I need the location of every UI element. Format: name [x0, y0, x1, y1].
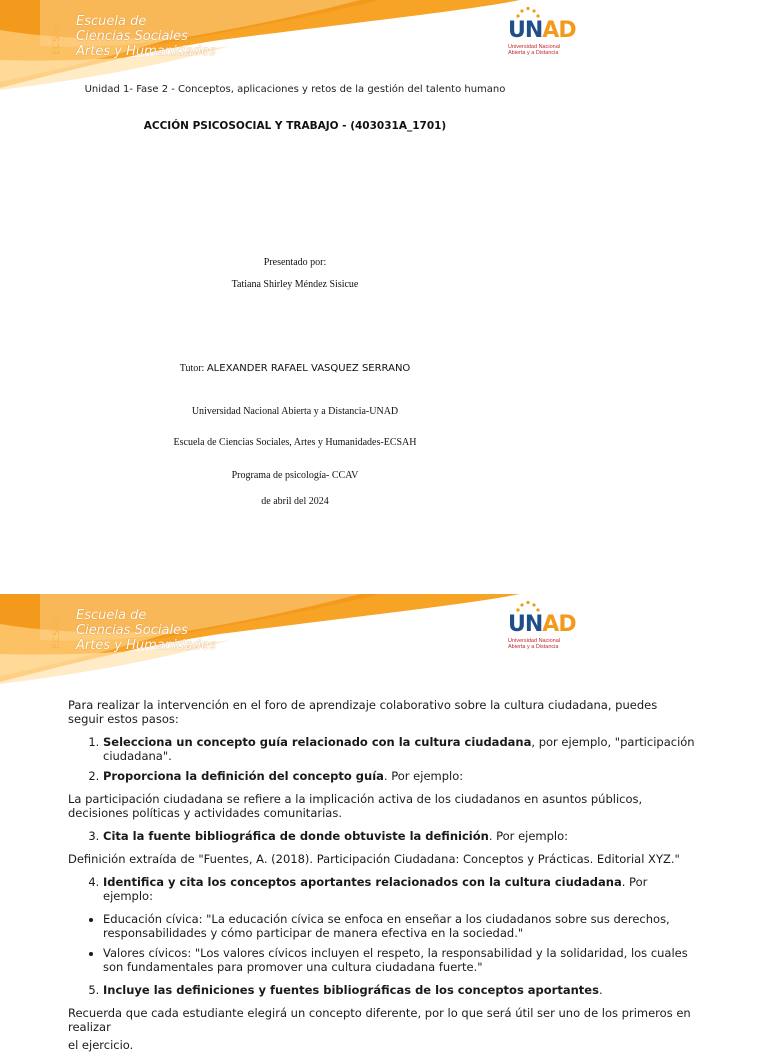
step-4: 4. Identifica y cita los conceptos aportantes relacionados con la cultura ciudadana. Por ejemplo:	[103, 875, 696, 903]
presented-by-label: Presentado por:	[263, 257, 327, 268]
concepts-bullets	[68, 912, 696, 974]
cover-page	[0, 0, 590, 560]
bullet-civic-education: • Educación cívica: "La educación cívica se enfoca en enseñar a los ciudadanos sobre sus derechos, responsabilidades y cómo participar de manera efectiva en la sociedad."	[103, 912, 696, 940]
author-name: Tatiana Shirley Méndez Sisicue	[231, 279, 359, 290]
page-header	[0, 0, 590, 90]
step-1: 1. Selecciona un concepto guía relacionado con la cultura ciudadana, por ejemplo, "participación ciudadana".	[103, 735, 696, 763]
unad-logo	[508, 608, 578, 650]
school-name-logo: Escuela de Ciencias Sociales Artes y Humanidades	[76, 608, 216, 653]
school-name-logo: Escuela de Ciencias Sociales Artes y Humanidades	[76, 14, 216, 59]
steps-list-c	[68, 875, 696, 903]
unad-logo	[508, 14, 578, 56]
page-gap	[0, 560, 768, 594]
unad-wordmark: UNAD	[508, 612, 576, 637]
university-name: Universidad Nacional Abierta y a Distancia-UNAD	[191, 406, 399, 417]
step-2: 2. Proporciona la definición del concepto guía. Por ejemplo:	[103, 769, 696, 783]
bullet-civic-values: • Valores cívicos: "Los valores cívicos incluyen el respeto, la responsabilidad y la solidaridad, los cuales son fundamentales para promover una cultura ciudadana fuerte."	[103, 946, 696, 974]
steps-list-b	[68, 829, 696, 843]
page-header	[0, 594, 590, 684]
course-title: ACCIÓN PSICOSOCIAL Y TRABAJO - (403031A_1701)	[143, 120, 447, 132]
closing-line-2: el ejercicio.	[68, 1038, 134, 1052]
step-3: 3. Cita la fuente bibliográfica de donde obtuviste la definición. Por ejemplo:	[103, 829, 696, 843]
date-line: de abril del 2024	[261, 496, 329, 507]
closing-line-1: Recuerda que cada estudiante elegirá un concepto diferente, por lo que será útil ser uno de los primeros en realizar	[68, 1006, 691, 1034]
intro-paragraph: Para realizar la intervención en el foro de aprendizaje colaborativo sobre la cultura ciudadana, puedes seguir estos pasos:	[68, 698, 658, 726]
tutor-line: Tutor: ALEXANDER RAFAEL VASQUEZ SERRANO	[179, 363, 411, 374]
steps-list-a	[68, 735, 696, 783]
unad-wordmark: UNAD	[508, 18, 576, 43]
ecsah-vertical-tag: ECSAH	[52, 615, 62, 649]
ecsah-vertical-tag: ECSAH	[52, 21, 62, 55]
instructions-content	[68, 698, 696, 1061]
unad-subtitle: Universidad Nacional Abierta y a Distancia	[508, 44, 560, 56]
step-5: 5. Incluye las definiciones y fuentes bibliográficas de los conceptos aportantes.	[103, 983, 696, 997]
unit-title: Unidad 1- Fase 2 - Conceptos, aplicaciones y retos de la gestión del talento humano	[84, 84, 506, 95]
instructions-page	[0, 594, 768, 1052]
program-name: Programa de psicología- CCAV	[231, 470, 359, 481]
definition-paragraph: La participación ciudadana se refiere a la implicación activa de los ciudadanos en asuntos públicos, decisiones políticas y actividades comunitarias.	[68, 792, 643, 820]
unad-subtitle: Universidad Nacional Abierta y a Distancia	[508, 638, 560, 650]
steps-list-d	[68, 983, 696, 997]
citation-paragraph: Definición extraída de "Fuentes, A. (2018). Participación Ciudadana: Conceptos y Prácticas. Editorial XYZ."	[68, 852, 680, 866]
school-full-name: Escuela de Ciencias Sociales, Artes y Humanidades-ECSAH	[173, 437, 417, 448]
